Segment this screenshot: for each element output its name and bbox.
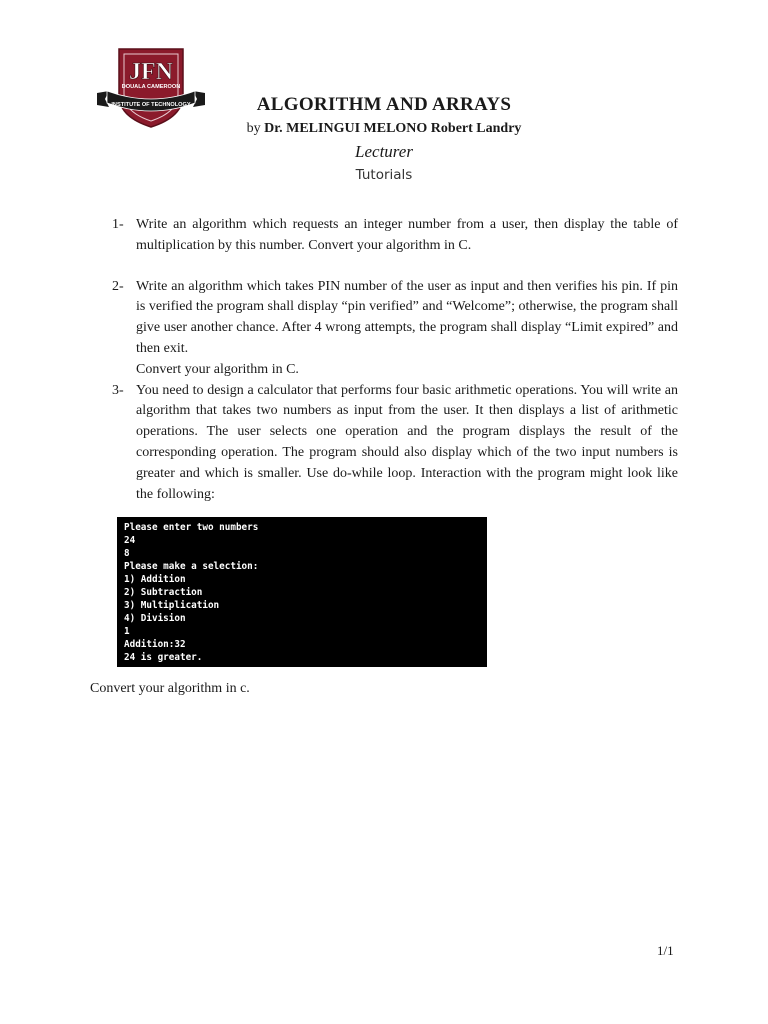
question-list [112,215,678,505]
terminal-line: 24 [124,535,136,546]
terminal-line: 1) Addition [124,574,186,585]
question-number: 1- [112,217,124,232]
terminal-line: 4) Division [124,613,186,624]
question-text: Write an algorithm which takes PIN number of the user as input and then verifies his pin. If pin is verified the program shall display “pin verified” and “Welcome”; otherwise, the program shall give user another chance. After 4 wrong attempts, the program shall display “Limit expired” and then exit. [136,278,678,356]
terminal-line: Please enter two numbers [124,522,259,533]
question-number: 2- [112,278,124,294]
document-subtitle: Tutorials [355,167,413,183]
byline [0,121,768,137]
terminal-line: 8 [124,548,130,559]
terminal-line: 3) Multiplication [124,600,220,611]
document-title: ALGORITHM AND ARRAYS [256,94,512,115]
logo-location-text: DOUALA CAMEROON [121,84,181,90]
terminal-line: 2) Subtraction [124,587,203,598]
terminal-line: Addition:32 [124,639,186,650]
closing-instruction: Convert your algorithm in c. [90,681,250,696]
question-item [112,277,678,381]
terminal-line: 24 is greater. [124,652,203,663]
question-item [112,381,678,506]
question-number: 3- [112,382,124,398]
question-item [112,215,678,257]
question-text: Convert your algorithm in C. [136,361,299,377]
question-text: You need to design a calculator that performs four basic arithmetic operations. You will write an algorithm that takes two numbers as input from the user. It then displays a list of arithmetic operations. The user selects one operation and the program displays the result of the corresponding operation. The program should also display which of the two input numbers is greater and which is smaller. Use do-while loop. Interaction with the program might look like the following: [136,382,678,502]
byline-prefix: by [246,121,261,136]
page-number: 1/1 [657,943,674,958]
logo-banner-text: INSTITUTE OF TECHNOLOGY [111,102,191,108]
terminal-line: 1 [124,626,130,637]
shield-logo-icon [95,45,207,129]
logo-letters: JFN [129,59,173,85]
author-role: Lecturer [355,142,413,161]
question-text: Write an algorithm which requests an integer number from a user, then display the table of multiplication by this number. Convert your algorithm in C. [136,217,678,253]
terminal-output [117,517,487,667]
terminal-line: Please make a selection: [124,561,259,572]
author-name: Dr. MELINGUI MELONO Robert Landry [264,121,522,136]
institute-logo [95,45,207,129]
